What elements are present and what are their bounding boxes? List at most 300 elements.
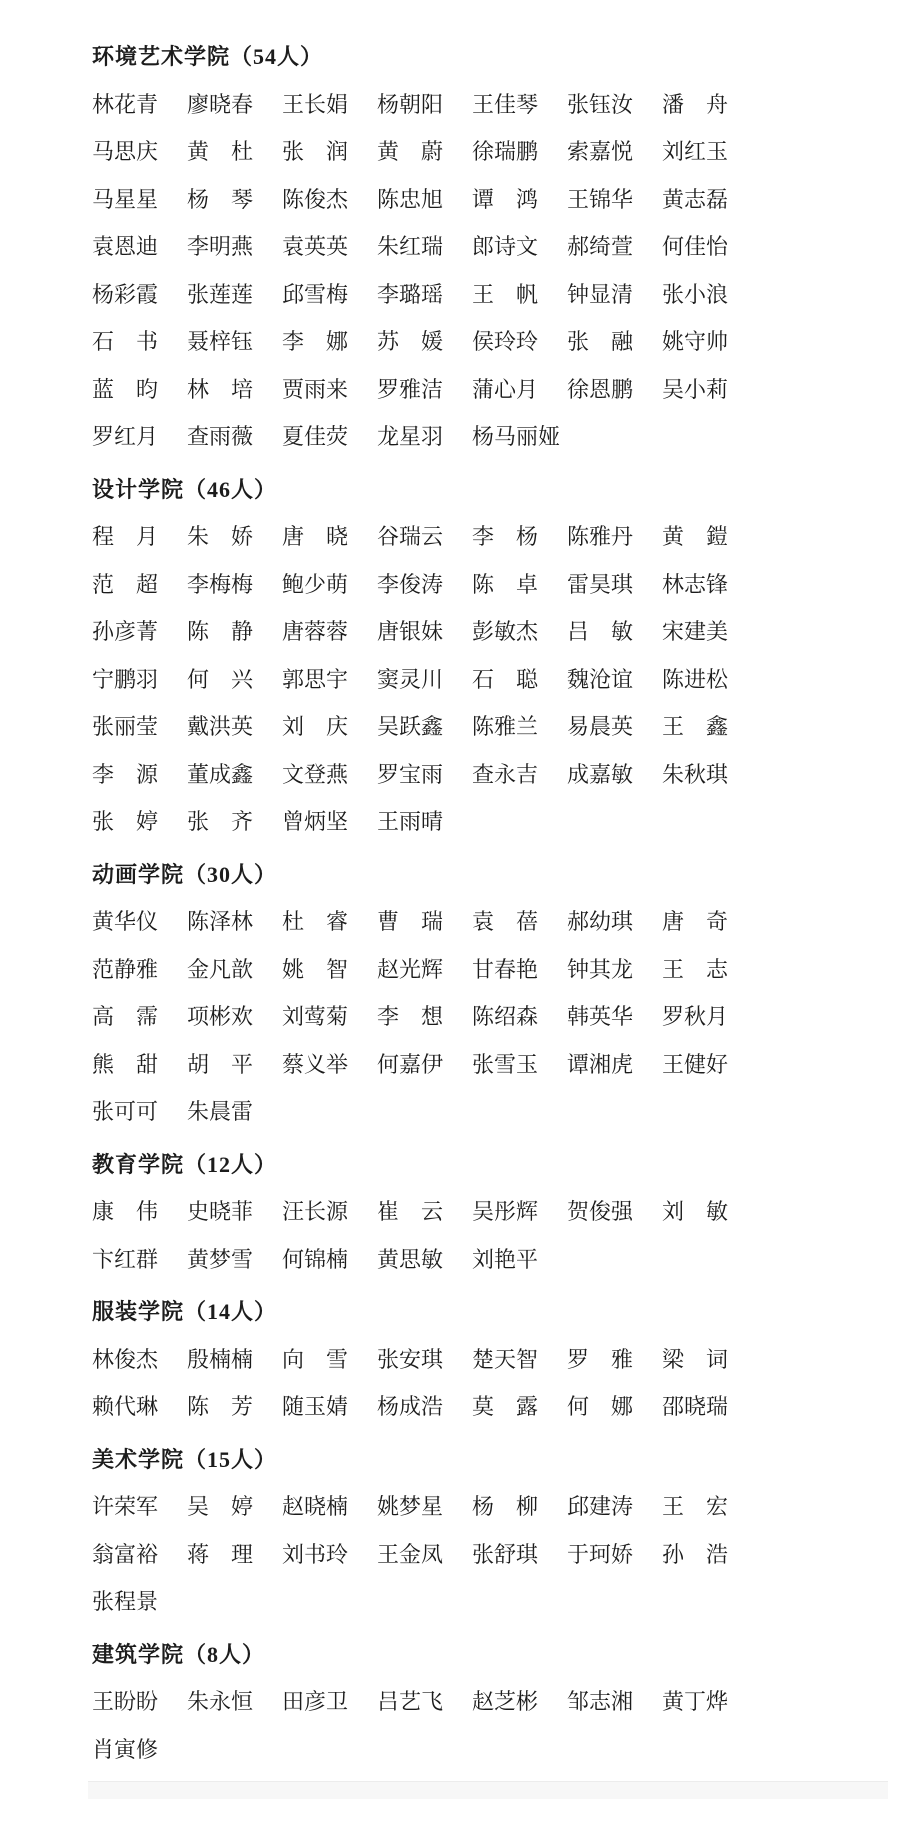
- student-name: 郭思宇: [282, 666, 349, 692]
- name-char: 婷: [230, 1494, 253, 1519]
- student-name: 殷楠楠: [187, 1346, 254, 1372]
- name-char: 程: [92, 524, 115, 549]
- student-name: 吴跃鑫: [377, 714, 444, 739]
- name-char: 晓: [325, 524, 348, 549]
- student-name: 翁富裕: [92, 1541, 159, 1567]
- name-row: [92, 703, 900, 751]
- name-char: 志: [705, 956, 728, 982]
- name-char: 润: [325, 139, 348, 164]
- student-name: [472, 1383, 538, 1431]
- student-name: 龙星羽: [377, 424, 444, 449]
- student-name: [662, 1188, 728, 1236]
- name-row: [92, 128, 900, 176]
- name-char: 朱: [187, 524, 210, 549]
- student-name: 黄思敏: [377, 1246, 444, 1272]
- student-name: 张莲莲: [187, 281, 254, 307]
- student-name: [187, 513, 253, 561]
- name-char: 昀: [135, 376, 158, 402]
- student-name: 文登燕: [282, 761, 349, 787]
- name-char: 媛: [420, 329, 443, 354]
- student-name: 楚天智: [472, 1346, 539, 1372]
- name-row: [92, 946, 900, 994]
- name-char: 聪: [515, 666, 538, 692]
- name-char: 月: [135, 524, 158, 549]
- student-name: 许荣军: [92, 1494, 159, 1519]
- name-row: [92, 993, 900, 1041]
- student-name: [662, 81, 728, 129]
- name-char: 柳: [515, 1494, 538, 1519]
- student-name: 宋建美: [662, 619, 729, 644]
- name-char: 潘: [662, 91, 685, 117]
- name-char: 崔: [377, 1199, 400, 1224]
- name-char: 杨: [187, 186, 210, 212]
- student-name: 林花青: [92, 91, 159, 117]
- student-name: [662, 1483, 728, 1531]
- name-char: 杜: [282, 909, 305, 934]
- student-name: [377, 1188, 443, 1236]
- student-name: [662, 946, 728, 994]
- student-name: 谷瑞云: [377, 524, 444, 549]
- student-name: [92, 318, 158, 366]
- name-char: 袁: [472, 909, 495, 934]
- student-name: 陈绍森: [472, 1004, 539, 1029]
- student-name: 王雨晴: [377, 809, 444, 834]
- student-name: [92, 751, 158, 799]
- student-name: 贺俊强: [567, 1199, 634, 1224]
- student-name: 聂梓钰: [187, 329, 254, 354]
- student-name: 罗雅洁: [377, 376, 444, 402]
- student-name: 侯玲玲: [472, 329, 539, 354]
- student-name: 陈泽林: [187, 909, 254, 934]
- name-char: 苏: [377, 329, 400, 354]
- student-name: 李璐瑶: [377, 281, 444, 307]
- name-char: 蓓: [515, 909, 538, 934]
- name-char: 何: [567, 1394, 590, 1419]
- student-name: 王长娟: [282, 91, 349, 117]
- student-name: 钟其龙: [567, 956, 634, 982]
- student-name: 陈雅兰: [472, 714, 539, 739]
- name-row: [92, 1383, 900, 1431]
- student-name: [282, 703, 348, 751]
- name-char: 姚: [282, 956, 305, 982]
- name-char: 范: [92, 571, 115, 597]
- name-char: 蓝: [92, 376, 115, 402]
- name-char: 黄: [662, 524, 685, 549]
- name-char: 词: [705, 1346, 728, 1372]
- student-name: 随玉婧: [282, 1394, 349, 1419]
- student-name: 陈雅丹: [567, 524, 634, 549]
- student-name: 吴小莉: [662, 376, 729, 402]
- student-name: [282, 513, 348, 561]
- student-name: 赵晓楠: [282, 1494, 349, 1519]
- student-name: 邱雪梅: [282, 281, 349, 307]
- name-row: [92, 1531, 900, 1579]
- name-char: 雪: [325, 1346, 348, 1372]
- name-char: 书: [135, 329, 158, 354]
- name-row: [92, 656, 900, 704]
- student-name: 宁鹏羽: [92, 666, 159, 692]
- student-name: 林志锋: [662, 571, 729, 597]
- student-name: [187, 656, 253, 704]
- student-name: 黄华仪: [92, 909, 159, 934]
- student-name: 肖寅修: [92, 1736, 159, 1762]
- student-name: [377, 898, 443, 946]
- student-name: [377, 128, 443, 176]
- student-name: [92, 993, 158, 1041]
- name-row: [92, 223, 900, 271]
- student-name: [92, 366, 158, 414]
- name-char: 吴: [187, 1494, 210, 1519]
- student-name: 唐银妹: [377, 619, 444, 644]
- student-name: [92, 1188, 158, 1236]
- student-name: [282, 1336, 348, 1384]
- student-name: 徐恩鹏: [567, 376, 634, 402]
- name-char: 孙: [662, 1541, 685, 1567]
- student-name: 郝幼琪: [567, 909, 634, 934]
- name-char: 陈: [472, 571, 495, 597]
- name-row: [92, 1336, 900, 1384]
- student-name: 何锦楠: [282, 1246, 349, 1272]
- student-name: 罗宝雨: [377, 761, 444, 787]
- student-name: 王佳琴: [472, 91, 539, 117]
- name-char: 石: [92, 329, 115, 354]
- name-row: [92, 798, 900, 846]
- student-name: [92, 1041, 158, 1089]
- student-name: 汪长源: [282, 1199, 349, 1224]
- name-char: 谭: [472, 186, 495, 212]
- student-name: 朱晨雷: [187, 1099, 254, 1124]
- student-name: 彭敏杰: [472, 619, 539, 644]
- name-char: 杨: [472, 1494, 495, 1519]
- name-char: 李: [377, 1004, 400, 1029]
- student-name: 朱永恒: [187, 1689, 254, 1714]
- student-name: 鲍少萌: [282, 571, 349, 597]
- name-char: 浩: [705, 1541, 728, 1567]
- student-name: 何佳怡: [662, 234, 729, 259]
- student-name: 陈进松: [662, 666, 729, 692]
- student-name: 张舒琪: [472, 1541, 539, 1567]
- name-row: [92, 366, 900, 414]
- name-char: 张: [567, 329, 590, 354]
- student-name: [187, 798, 253, 846]
- student-name: 金凡歆: [187, 956, 254, 982]
- student-name: 邱建涛: [567, 1494, 634, 1519]
- student-name: 郎诗文: [472, 234, 539, 259]
- student-name: [377, 993, 443, 1041]
- section-title: 建筑学院（8人）: [92, 1641, 266, 1667]
- student-name: [567, 608, 633, 656]
- student-name: 吕艺飞: [377, 1689, 444, 1714]
- student-name: [187, 1483, 253, 1531]
- name-char: 康: [92, 1199, 115, 1224]
- student-name: 王金凤: [377, 1541, 444, 1567]
- name-row: [92, 1483, 900, 1531]
- name-char: 林: [187, 376, 210, 402]
- name-char: 王: [472, 281, 495, 307]
- student-name: 于珂娇: [567, 1541, 634, 1567]
- name-char: 想: [420, 1004, 443, 1029]
- name-char: 张: [187, 809, 210, 834]
- name-char: 黄: [187, 139, 210, 164]
- name-char: 兴: [230, 666, 253, 692]
- name-char: 庆: [325, 714, 348, 739]
- student-name: [187, 1383, 253, 1431]
- student-name: 窦灵川: [377, 666, 444, 692]
- name-char: 曹: [377, 909, 400, 934]
- name-char: 张: [92, 809, 115, 834]
- name-row: [92, 1188, 900, 1236]
- student-name: [472, 176, 538, 224]
- name-char: 宏: [705, 1494, 728, 1519]
- student-name: 刘红玉: [662, 139, 729, 164]
- student-name: 姚梦星: [377, 1494, 444, 1519]
- name-char: 刘: [662, 1199, 685, 1224]
- student-name: 王健好: [662, 1051, 729, 1077]
- student-name: 刘艳平: [472, 1246, 539, 1272]
- name-char: 培: [230, 376, 253, 402]
- name-row: [92, 608, 900, 656]
- student-name: 赵光辉: [377, 956, 444, 982]
- student-name: [567, 1383, 633, 1431]
- student-name: 赵芝彬: [472, 1689, 539, 1714]
- student-name: 马星星: [92, 186, 159, 212]
- student-name: 黄梦雪: [187, 1246, 254, 1272]
- name-char: 甜: [135, 1051, 158, 1077]
- student-name: 王盼盼: [92, 1689, 159, 1714]
- name-row: [92, 898, 900, 946]
- name-char: 李: [282, 329, 305, 354]
- name-row: [92, 751, 900, 799]
- name-char: 蔚: [420, 139, 443, 164]
- student-name: 王锦华: [567, 186, 634, 212]
- section-title: 教育学院（12人）: [92, 1151, 278, 1177]
- student-name: [472, 656, 538, 704]
- name-char: 雅: [610, 1346, 633, 1372]
- student-name: 陈忠旭: [377, 186, 444, 212]
- name-char: 向: [282, 1346, 305, 1372]
- name-row: [92, 318, 900, 366]
- name-row: [92, 81, 900, 129]
- name-char: 张: [282, 139, 305, 164]
- student-name: 杨朝阳: [377, 91, 444, 117]
- name-char: 李: [92, 761, 115, 787]
- section-title: 服装学院（14人）: [92, 1299, 278, 1324]
- student-name: 范静雅: [92, 956, 159, 982]
- student-name: [567, 1336, 633, 1384]
- student-name: 张安琪: [377, 1346, 444, 1372]
- name-char: 静: [230, 619, 253, 644]
- name-row: [92, 1088, 900, 1136]
- name-char: 莫: [472, 1394, 495, 1419]
- student-name: 项彬欢: [187, 1004, 254, 1029]
- student-name: 戴洪英: [187, 714, 254, 739]
- name-char: 鑫: [705, 714, 728, 739]
- student-name: 谭湘虎: [567, 1051, 634, 1077]
- section-title: 设计学院（46人）: [92, 476, 278, 502]
- student-name: 董成鑫: [187, 761, 254, 787]
- name-char: 李: [472, 524, 495, 549]
- student-name: 廖晓春: [187, 91, 254, 117]
- student-name: 孙彦菁: [92, 619, 159, 644]
- name-char: 杨: [515, 524, 538, 549]
- student-name: [662, 1336, 728, 1384]
- student-name: 刘书玲: [282, 1541, 349, 1567]
- name-char: 融: [610, 329, 633, 354]
- student-name: 李梅梅: [187, 571, 254, 597]
- student-name: [377, 318, 443, 366]
- student-name: 唐蓉蓉: [282, 619, 349, 644]
- student-name: 索嘉悦: [567, 139, 634, 164]
- name-char: 敏: [610, 619, 633, 644]
- name-char: 伟: [135, 1199, 158, 1224]
- student-name: 张程景: [92, 1589, 159, 1614]
- student-name: 吴彤辉: [472, 1199, 539, 1224]
- name-char: 高: [92, 1004, 115, 1029]
- student-name: 甘春艳: [472, 956, 539, 982]
- section-title: 美术学院（15人）: [92, 1446, 278, 1472]
- student-name: 陈俊杰: [282, 186, 349, 212]
- student-name: [662, 513, 728, 561]
- student-name: 杨成浩: [377, 1394, 444, 1419]
- name-row: [92, 1726, 900, 1774]
- student-name: 朱秋琪: [662, 761, 729, 787]
- name-char: 熊: [92, 1051, 115, 1077]
- name-char: 蒋: [187, 1541, 210, 1567]
- student-name: [472, 898, 538, 946]
- student-name: 韩英华: [567, 1004, 634, 1029]
- section-title: 环境艺术学院（54人）: [92, 44, 324, 69]
- name-char: 唐: [662, 909, 685, 934]
- student-name: [92, 798, 158, 846]
- student-name: 郝绮萱: [567, 234, 634, 259]
- student-name: 朱红瑞: [377, 234, 444, 259]
- name-char: 舟: [705, 91, 728, 117]
- name-char: 杜: [230, 139, 253, 164]
- name-char: 黄: [377, 139, 400, 164]
- name-row: [92, 271, 900, 319]
- name-char: 王: [662, 714, 685, 739]
- name-char: 梁: [662, 1346, 685, 1372]
- student-name: 李俊涛: [377, 571, 444, 597]
- student-name: 黄志磊: [662, 186, 729, 212]
- name-char: 何: [187, 666, 210, 692]
- footer-band: [88, 1781, 888, 1799]
- name-char: 帆: [515, 281, 538, 307]
- student-name: [472, 561, 538, 609]
- student-name: [282, 318, 348, 366]
- name-char: 婷: [135, 809, 158, 834]
- student-name: [187, 608, 253, 656]
- name-char: 霈: [135, 1004, 158, 1029]
- student-name: [92, 561, 158, 609]
- student-name: 刘莺菊: [282, 1004, 349, 1029]
- name-char: 王: [662, 1494, 685, 1519]
- name-char: 鸿: [515, 186, 538, 212]
- name-char: 娜: [325, 329, 348, 354]
- student-name: [187, 1041, 253, 1089]
- student-name: [187, 128, 253, 176]
- student-name: [187, 1531, 253, 1579]
- student-name: 卞红群: [92, 1246, 159, 1272]
- name-char: 瑞: [420, 909, 443, 934]
- name-char: 陈: [187, 619, 210, 644]
- student-name: 杨彩霞: [92, 281, 159, 307]
- name-char: 陈: [187, 1394, 210, 1419]
- student-name: 曾炳坚: [282, 809, 349, 834]
- student-name: 蒲心月: [472, 376, 539, 402]
- student-name: 徐瑞鹏: [472, 139, 539, 164]
- name-row: [92, 1578, 900, 1626]
- student-name: 蔡义举: [282, 1051, 349, 1077]
- name-row: [92, 1236, 900, 1284]
- student-name: [567, 318, 633, 366]
- student-name: 袁英英: [282, 234, 349, 259]
- name-char: 胡: [187, 1051, 210, 1077]
- name-char: 唐: [282, 524, 305, 549]
- student-name: 贾雨来: [282, 376, 349, 402]
- student-name: 易晨英: [567, 714, 634, 739]
- student-name: [187, 176, 253, 224]
- name-char: 琴: [230, 186, 253, 212]
- name-char: 智: [325, 956, 348, 982]
- name-char: 睿: [325, 909, 348, 934]
- student-name: 赖代琳: [92, 1394, 159, 1419]
- name-row: [92, 1678, 900, 1726]
- name-char: 罗: [567, 1346, 590, 1372]
- student-name: 林俊杰: [92, 1346, 159, 1372]
- student-name: 马思庆: [92, 139, 159, 164]
- student-name: 邵晓瑞: [662, 1394, 729, 1419]
- name-char: 源: [135, 761, 158, 787]
- student-name: 何嘉伊: [377, 1051, 444, 1077]
- name-char: 石: [472, 666, 495, 692]
- name-char: 齐: [230, 809, 253, 834]
- student-name: [662, 703, 728, 751]
- student-name: 夏佳荧: [282, 424, 349, 449]
- student-name: 张雪玉: [472, 1051, 539, 1077]
- section-title: 动画学院（30人）: [92, 861, 278, 887]
- student-name: 杨马丽娅: [472, 424, 561, 449]
- student-name: 罗红月: [92, 424, 159, 449]
- student-name: [92, 513, 158, 561]
- student-name: 查雨薇: [187, 424, 254, 449]
- name-char: 卓: [515, 571, 538, 597]
- student-name: [662, 898, 728, 946]
- name-char: 娜: [610, 1394, 633, 1419]
- student-name: 史晓菲: [187, 1199, 254, 1224]
- name-char: 娇: [230, 524, 253, 549]
- student-name: 姚守帅: [662, 329, 729, 354]
- name-char: 超: [135, 571, 158, 597]
- student-name: [472, 271, 538, 319]
- name-row: [92, 561, 900, 609]
- name-char: 刘: [282, 714, 305, 739]
- student-name: 黄丁烨: [662, 1689, 729, 1714]
- name-char: 露: [515, 1394, 538, 1419]
- student-name: [187, 366, 253, 414]
- student-name: 雷昊琪: [567, 571, 634, 597]
- name-char: 平: [230, 1051, 253, 1077]
- name-row: [92, 176, 900, 224]
- student-name: 钟显清: [567, 281, 634, 307]
- name-char: 奇: [705, 909, 728, 934]
- name-char: 吕: [567, 619, 590, 644]
- student-name: [472, 513, 538, 561]
- name-char: 理: [230, 1541, 253, 1567]
- student-name: 田彦卫: [282, 1689, 349, 1714]
- name-row: [92, 1041, 900, 1089]
- name-row: [92, 513, 900, 561]
